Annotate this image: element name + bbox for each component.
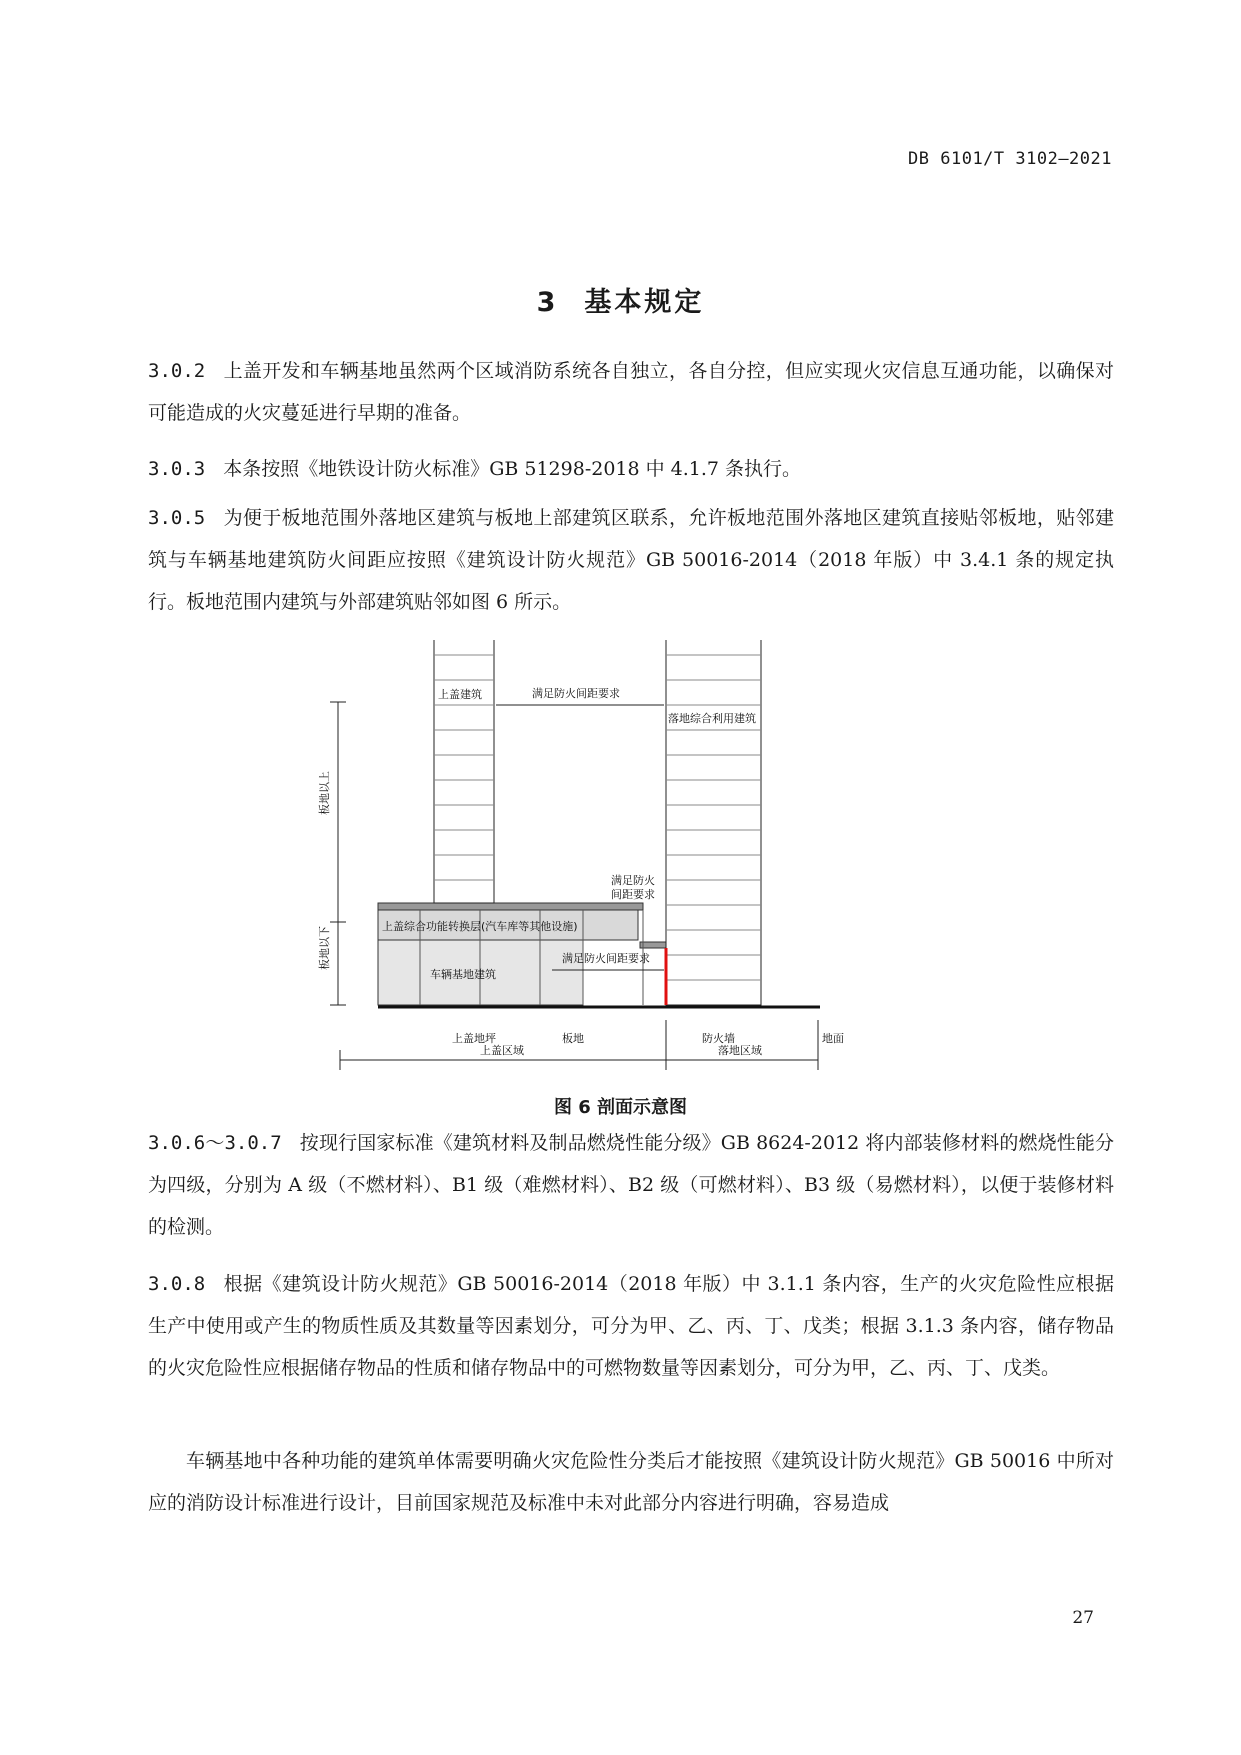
label-depot-building: 车辆基地建筑	[430, 968, 496, 981]
label-cover-zone: 上盖区域	[480, 1044, 524, 1057]
label-fire-distance-upper: 满足防火间距要求	[532, 687, 620, 700]
label-fire-wall: 防火墙	[702, 1032, 735, 1045]
top-building	[434, 640, 494, 903]
label-ground-building: 落地综合利用建筑	[668, 712, 756, 725]
label-ground: 地面	[822, 1032, 844, 1045]
clause-text: 按现行国家标准《建筑材料及制品燃烧性能分级》GB 8624-2012 将内部装修材料的燃烧性能分为四级，分别为 A 级（不燃材料）、B1 级（难燃材料）、B2 级（可燃材料）、B3 级（易燃材料），以便于装修材料的检测。	[148, 1132, 1115, 1238]
label-fire-distance-lower: 满足防火间距要求	[562, 952, 650, 965]
label-transfer-layer: 上盖综合功能转换层(汽车库等其他设施)	[382, 920, 578, 933]
clause-text: 根据《建筑设计防火规范》GB 50016-2014（2018 年版）中 3.1.1 条内容，生产的火灾危险性应根据生产中使用或产生的物质性质及其数量等因素划分，可分为甲、乙、丙、丁、戊类；根据 3.1.3 条内容，储存物品的火灾危险性应根据储存物品的性质和储存物品中的可燃物数量等因素划分，可分为甲，乙、丙、丁、戊类。	[148, 1273, 1114, 1379]
clause-3-0-2	[148, 350, 1114, 434]
chapter-title: 基本规定	[584, 287, 705, 318]
top-slab	[378, 903, 643, 910]
clause-id: 3.0.2	[148, 360, 206, 382]
clause-id: 3.0.5	[148, 507, 206, 529]
label-fire-distance-mid-1: 满足防火	[611, 874, 655, 887]
clause-3-0-6-3-0-7	[148, 1122, 1114, 1248]
label-above-deck: 板地以上	[318, 771, 331, 815]
clause-id: 3.0.3	[148, 458, 206, 480]
chapter-number: 3	[536, 287, 559, 318]
clause-3-0-5	[148, 497, 1114, 623]
clause-id: 3.0.8	[148, 1273, 206, 1295]
clause-3-0-3	[148, 448, 1114, 490]
ground-building	[666, 640, 761, 1005]
label-deck: 板地	[562, 1032, 584, 1045]
clause-text: 为便于板地范围外落地区建筑与板地上部建筑区联系，允许板地范围外落地区建筑直接贴邻板地，贴邻建筑与车辆基地建筑防火间距应按照《建筑设计防火规范》GB 50016-2014（2018 年版）中 3.4.1 条的规定执行。板地范围内建筑与外部建筑贴邻如图 6 所示。	[148, 507, 1114, 613]
label-top-slab: 上盖地坪	[452, 1032, 496, 1045]
chapter-heading	[0, 280, 1241, 319]
label-top-building: 上盖建筑	[438, 688, 482, 701]
closing-paragraph: 车辆基地中各种功能的建筑单体需要明确火灾危险性分类后才能按照《建筑设计防火规范》GB 50016 中所对应的消防设计标准进行设计，目前国家规范及标准中未对此部分内容进行明确，容易造成	[148, 1450, 1114, 1514]
clause-id: 3.0.6～3.0.7	[148, 1132, 282, 1154]
page-number: 27	[1072, 1608, 1094, 1628]
clause-text: 上盖开发和车辆基地虽然两个区域消防系统各自独立，各自分控，但应实现火灾信息互通功能，以确保对可能造成的火灾蔓延进行早期的准备。	[148, 360, 1114, 424]
section-diagram	[300, 640, 920, 1085]
label-ground-zone: 落地区域	[718, 1044, 762, 1057]
label-below-deck: 板地以下	[318, 926, 331, 970]
standard-code: DB 6101/T 3102—2021	[908, 149, 1112, 169]
label-fire-distance-mid-2: 间距要求	[611, 888, 655, 901]
clause-text: 本条按照《地铁设计防火标准》GB 51298-2018 中 4.1.7 条执行。	[223, 458, 802, 480]
figure-caption: 图 6 剖面示意图	[553, 1097, 688, 1118]
clause-3-0-8	[148, 1263, 1114, 1389]
